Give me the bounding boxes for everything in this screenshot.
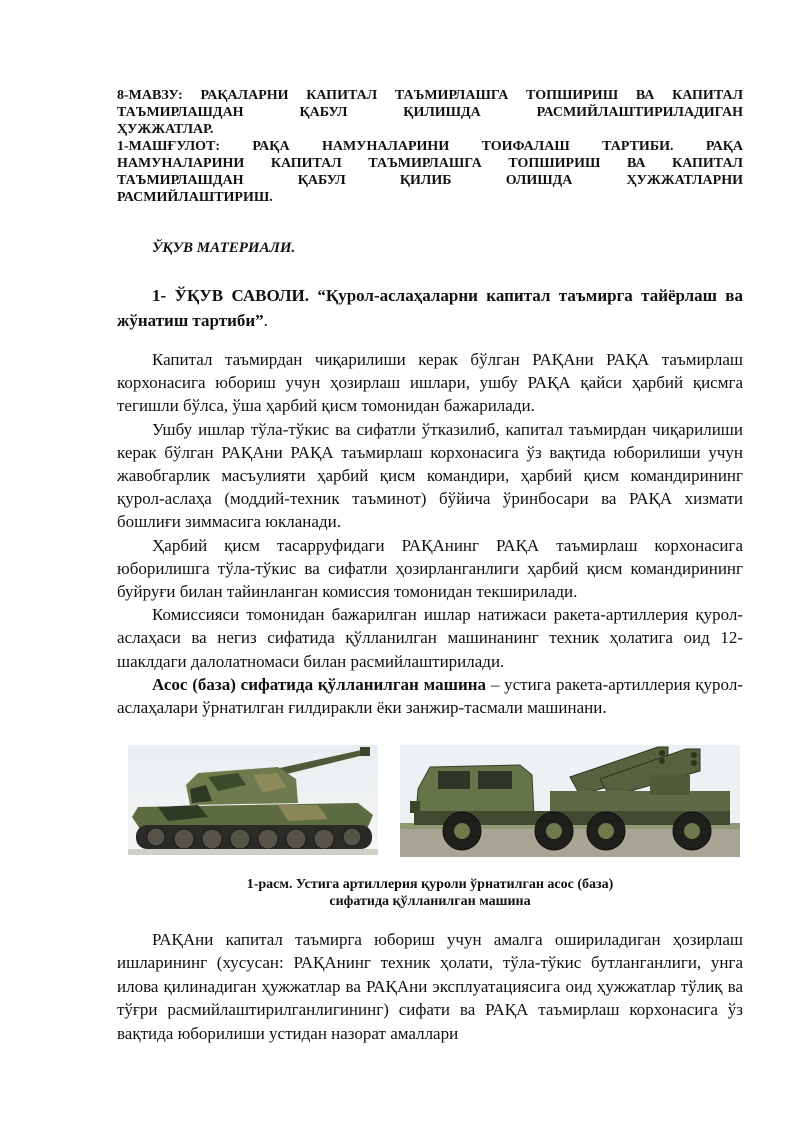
definition-text: – устига ракета-артиллерия қурол-аслаҳалари ўрнатилган ғилдиракли ёки занжир-тасмали машинани. xyxy=(117,674,743,718)
question-prefix: 1- ЎҚУВ САВОЛИ. xyxy=(152,286,310,305)
paragraph: Ҳарбий қисм тасарруфидаги РАҚАнинг РАҚА таъмирлаш корхонасига юборилишга тўла-тўкис ва сифатли ҳозирланганлиги ҳарбий қисм командирининг буйруғи билан тайинланган комиссия томонидан текширилади. xyxy=(117,535,743,602)
title-line: 1-МАШҒУЛОТ: РАҚА НАМУНАЛАРИНИ ТОИФАЛАШ ТАРТИБИ. РАҚА xyxy=(117,139,743,154)
title-line: НАМУНАЛАРИНИ КАПИТАЛ ТАЪМИРЛАШГА ТОПШИРИШ ВА КАПИТАЛ xyxy=(117,156,743,171)
paragraph: Ушбу ишлар тўла-тўкис ва сифатли ўтказилиб, капитал таъмирдан чиқарилиши керак бўлган РАҚАни РАҚА таъмирлаш корхонасига ўз вақтида юборилиши учун жавобгарлик масъулияти ҳарбий қисм командири, ҳарбий қисм командирининг қурол-аслаҳа (моддий-техник таъминот) бўйича ўринбосари ва РАҚА хизмати бошлиғи зиммасига юкланади. xyxy=(117,419,743,532)
paragraph: Комиссияси томонидан бажарилган ишлар натижаси ракета-артиллерия қурол-аслаҳаси ва негиз сифатида қўлланилган машинанинг техник ҳолатига оид 12- шаклдаги далолатномаси билан расмийлаштирилади. xyxy=(117,605,743,671)
body-text-continued xyxy=(117,928,743,1045)
paragraph: РАҚАни капитал таъмирга юбориш учун амалга ошириладиган ҳозирлаш ишларининг (хусусан: РАҚАнинг техник ҳолати, тўла-тўкис бутланганлиги, унга илова қилинадиган ҳужжатлар ва РАҚАни эксплуатациясига оид ҳужжатлар тўлиқ ва тўғри расмийлаштирилганлигининг) сифати ва РАҚА таъмирлаш корхонасига ўз вақтида юборилиши устидан назорат амаллари xyxy=(117,930,743,1043)
title-line: ҲУЖЖАТЛАР. xyxy=(117,122,214,137)
topic-title xyxy=(117,87,743,206)
title-line: ТАЪМИРЛАШДАН ҚАБУЛ ҚИЛИШДА РАСМИЙЛАШТИРИЛАДИГАН xyxy=(117,105,743,120)
caption-line: сифатида қўлланилган машина xyxy=(329,894,531,909)
self-propelled-howitzer-image xyxy=(128,745,378,855)
question-text: “Қурол-аслаҳаларни капитал таъмирга тайёрлаш ва жўнатиш тартиби” xyxy=(117,286,743,330)
figure-caption xyxy=(117,876,743,910)
body-text xyxy=(117,348,743,719)
definition-paragraph xyxy=(117,673,743,719)
paragraph: Капитал таъмирдан чиқарилиши керак бўлган РАҚАни РАҚА таъмирлаш корхонасига юбориш учун ҳозирлаш ишлари, ушбу РАҚА қайси ҳарбий қисмга тегишли бўлса, ўша ҳарбий қисм томонидан бажарилади. xyxy=(117,350,743,416)
study-question xyxy=(117,283,743,333)
title-line: РАСМИЙЛАШТИРИШ. xyxy=(117,190,273,205)
question-suffix: . xyxy=(263,311,268,330)
study-material-heading: ЎҚУВ МАТЕРИАЛИ. xyxy=(152,240,296,256)
definition-term: Асос (база) сифатида қўлланилган машина xyxy=(152,674,487,694)
wheeled-rocket-launcher-image xyxy=(400,745,740,857)
figure xyxy=(128,745,740,860)
caption-line: 1-расм. Устига артиллерия қуроли ўрнатилган асос (база) xyxy=(246,877,614,892)
title-line: 8-МАВЗУ: РАҚАЛАРНИ КАПИТАЛ ТАЪМИРЛАШГА ТОПШИРИШ ВА КАПИТАЛ xyxy=(117,88,743,103)
title-line: ТАЪМИРЛАШДАН ҚАБУЛ ҚИЛИБ ОЛИШДА ҲУЖЖАТЛАРНИ xyxy=(117,173,743,188)
